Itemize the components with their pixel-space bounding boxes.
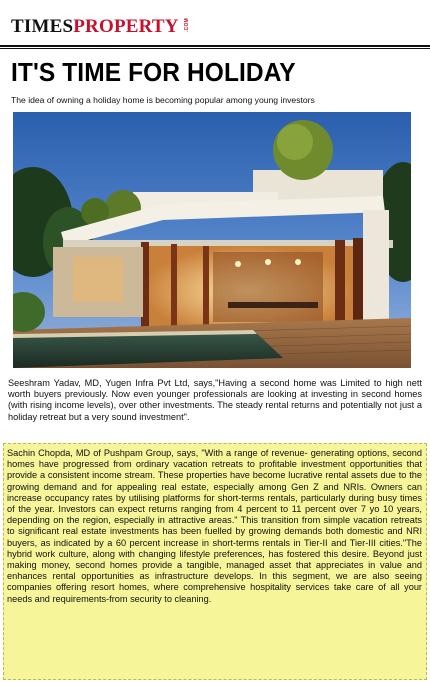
logo-com-text: .COM bbox=[183, 18, 190, 32]
masthead-rule-bottom bbox=[0, 48, 430, 49]
article-paragraph-2-highlighted: Sachin Chopda, MD of Pushpam Group, says, "With a range of revenue- generating options, second homes have progressed from ordinary vacation retreats to profitable investment opportunities that provide a consistent income stream. These properties have become lucrative rental assets due to the growing demand and for appealing real estate, especially among Gen Z and NRIs. Owners can increase occupancy rates by utilising platforms for short-terms rentals, particularly during busy times of the year. Investors can expect returns ranging from 4 percent to 11 percent over 7 yo 10 years, depending on the region, especially in attractive areas." This transition from simple vacation retreats to significant real estate investments has been fuelled by growing demands both domestic and NRI buyers, as indicated by a 60 percent increase in short-terms rentals in Tier-II and Tier-III cities."The hybrid work culture, along with changing lifestyle preferences, has fostered this desire. Beyond just making money, second homes provide a tangible, managed asset that appreciates in value and enhances rental opportunities as infrastructure develops. In this segment, we are also seeing companies offering resort homes, where comprehensive hospitality services take care of all your needs and requirements-from security to cleaning. bbox=[3, 443, 427, 680]
article-headline: IT'S TIME FOR HOLIDAY bbox=[11, 59, 296, 88]
article-photo-holiday-villa bbox=[13, 112, 411, 368]
logo-times-text: TIMES bbox=[11, 16, 74, 37]
logo-property-text: PROPERTY bbox=[73, 16, 179, 37]
masthead bbox=[0, 0, 430, 48]
masthead-rule-top bbox=[0, 45, 430, 47]
villa-illustration bbox=[13, 112, 411, 368]
publication-logo[interactable] bbox=[11, 16, 194, 38]
article-subheadline: The idea of owning a holiday home is becoming popular among young investors bbox=[11, 95, 315, 105]
article-paragraph-1: Seeshram Yadav, MD, Yugen Infra Pvt Ltd, says,"Having a second home was Limited to high nett worth buyers previously. Now even younger professionals are looking at investing in second homes (with rising income levels), over other investments. The steady rental returns and potentially not just a holiday retreat but a very sound investment". bbox=[8, 378, 422, 422]
